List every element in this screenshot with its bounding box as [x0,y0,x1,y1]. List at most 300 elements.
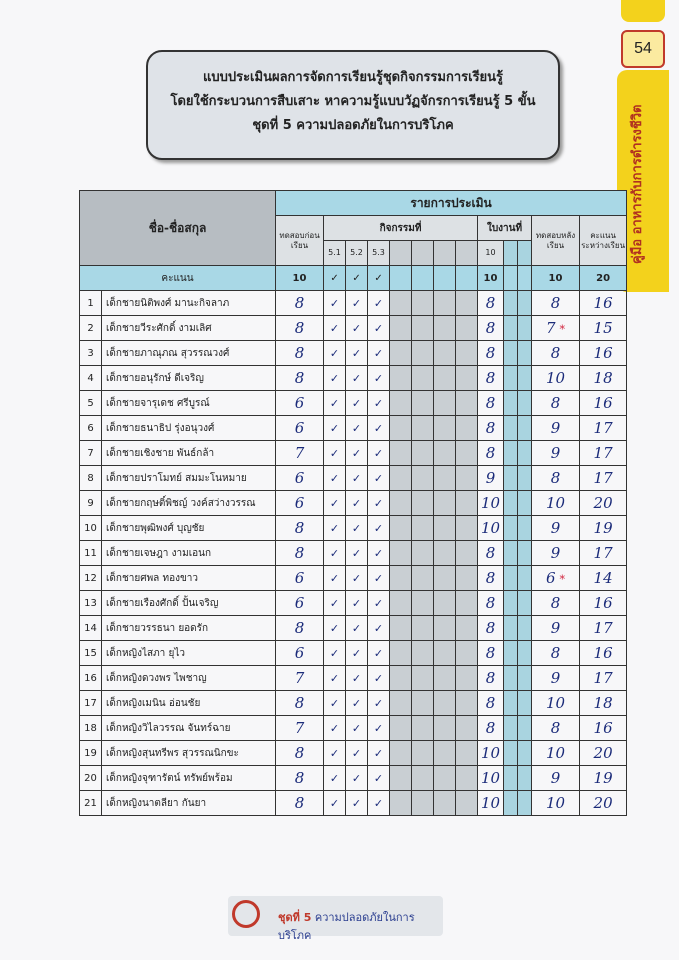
empty-cell [504,666,518,691]
posttest-score [532,566,580,591]
activity-check: ✓ [324,516,346,541]
footer-title: ความปลอดภัยในการบริโภค [278,911,415,942]
empty-cell [456,266,478,291]
empty-cell [456,666,478,691]
pretest-score: 8 [276,791,324,816]
worksheet-score: 8 [478,666,504,691]
table-row [80,341,627,366]
activity-check: ✓ [324,766,346,791]
activity-check: ✓ [368,366,390,391]
empty-cell [412,241,434,266]
activity-check: ✓ [368,416,390,441]
empty-cell [456,316,478,341]
posttest-value: 8 [550,719,561,737]
empty-cell [390,566,412,591]
empty-cell [504,766,518,791]
empty-cell [390,541,412,566]
posttest-value: 10 [545,694,566,712]
worksheet-score: 9 [478,466,504,491]
empty-cell [518,491,532,516]
activity-check: ✓ [368,291,390,316]
empty-cell [504,441,518,466]
row-number: 19 [80,741,102,766]
empty-cell [504,741,518,766]
activity-check: ✓ [368,566,390,591]
row-number: 12 [80,566,102,591]
empty-cell [504,266,518,291]
empty-cell [412,641,434,666]
empty-cell [456,391,478,416]
posttest-score [532,491,580,516]
empty-cell [412,341,434,366]
empty-cell [434,541,456,566]
activity-check: ✓ [368,591,390,616]
empty-cell [518,416,532,441]
empty-cell [504,566,518,591]
activity-check: ✓ [368,691,390,716]
student-name: เด็กชายภาณุภณ สุวรรณวงศ์ [102,341,276,366]
empty-cell [390,416,412,441]
posttest-score [532,666,580,691]
posttest-value: 9 [550,419,561,437]
empty-cell [504,716,518,741]
row-number: 14 [80,616,102,641]
empty-cell [504,691,518,716]
empty-cell [390,616,412,641]
row-number: 7 [80,441,102,466]
flag-mark: * [559,573,566,586]
posttest-value: 9 [550,669,561,687]
row-number: 6 [80,416,102,441]
student-name: เด็กชายวรรธนา ยอดรัก [102,616,276,641]
between-score: 17 [580,616,627,641]
row-number: 8 [80,466,102,491]
between-score: 20 [580,741,627,766]
between-score: 16 [580,291,627,316]
empty-cell [518,241,532,266]
worksheet-score: 10 [478,741,504,766]
worksheet-score: 8 [478,691,504,716]
empty-cell [434,566,456,591]
student-name: เด็กหญิงนาตลียา กันยา [102,791,276,816]
pretest-score: 7 [276,666,324,691]
activity-check: ✓ [346,416,368,441]
table-row [80,616,627,641]
posttest-score [532,541,580,566]
empty-cell [504,391,518,416]
between-score: 16 [580,341,627,366]
score-label: คะแนน [80,266,276,291]
student-name: เด็กหญิงดวงพร ไพชาญ [102,666,276,691]
activity-check: ✓ [324,541,346,566]
pretest-score: 6 [276,566,324,591]
between-score: 14 [580,566,627,591]
table-row [80,516,627,541]
empty-cell [434,641,456,666]
posttest-score [532,291,580,316]
posttest-score [532,641,580,666]
empty-cell [456,241,478,266]
pretest-score: 8 [276,316,324,341]
empty-cell [412,541,434,566]
activity-check: ✓ [346,441,368,466]
empty-cell [390,741,412,766]
row-number: 3 [80,341,102,366]
empty-cell [434,491,456,516]
activity-check: ✓ [324,341,346,366]
posttest-header: ทดสอบหลังเรียน [532,216,580,266]
activity-check: ✓ [324,641,346,666]
empty-cell [412,616,434,641]
row-number: 15 [80,641,102,666]
empty-cell [518,441,532,466]
between-score: 16 [580,591,627,616]
table-row [80,391,627,416]
between-score: 17 [580,441,627,466]
empty-cell [412,516,434,541]
activity-5-3: 5.3 [368,241,390,266]
worksheet-score: 10 [478,766,504,791]
empty-cell [456,591,478,616]
activity-check: ✓ [324,791,346,816]
worksheet-score: 10 [478,491,504,516]
empty-cell [412,691,434,716]
row-number: 1 [80,291,102,316]
table-row [80,366,627,391]
between-score: 17 [580,416,627,441]
posttest-score [532,766,580,791]
activity-check: ✓ [368,616,390,641]
empty-cell [456,466,478,491]
row-number: 18 [80,716,102,741]
empty-cell [390,641,412,666]
no-entry-icon [232,900,260,928]
worksheet-score: 8 [478,316,504,341]
worksheet-score: 8 [478,591,504,616]
student-name: เด็กชายธนาธิป รุ่งอนุวงศ์ [102,416,276,441]
worksheet-score: 10 [478,791,504,816]
pretest-score: 6 [276,491,324,516]
table-row [80,491,627,516]
activity-check: ✓ [346,616,368,641]
empty-cell [412,741,434,766]
student-name: เด็กชายศพล ทองขาว [102,566,276,591]
empty-cell [504,416,518,441]
activity-check: ✓ [346,391,368,416]
posttest-value: 9 [550,619,561,637]
empty-cell [518,266,532,291]
empty-cell [504,341,518,366]
worksheet-score: 8 [478,366,504,391]
posttest-value: 8 [550,344,561,362]
empty-cell [456,616,478,641]
activity-header: กิจกรรมที่ [324,216,478,241]
empty-cell [390,691,412,716]
posttest-value: 6 [545,569,556,587]
empty-cell [518,791,532,816]
worksheet-score: 8 [478,391,504,416]
table-row [80,441,627,466]
activity-5-1: 5.1 [324,241,346,266]
evaluation-table [79,190,627,816]
table-row [80,416,627,441]
eval-items-header: รายการประเมิน [276,191,627,216]
student-name: เด็กชายพุฒิพงศ์ บุญชัย [102,516,276,541]
empty-cell [456,741,478,766]
empty-cell [518,391,532,416]
empty-cell [518,566,532,591]
empty-cell [518,291,532,316]
empty-cell [434,441,456,466]
worksheet-score: 8 [478,341,504,366]
empty-cell [412,666,434,691]
empty-cell [504,516,518,541]
empty-cell [434,366,456,391]
activity-check: ✓ [324,466,346,491]
activity-check: ✓ [324,366,346,391]
activity-check: ✓ [346,741,368,766]
activity-check: ✓ [346,666,368,691]
empty-cell [518,716,532,741]
student-rows [80,291,627,816]
posttest-score [532,716,580,741]
activity-check: ✓ [324,591,346,616]
activity-check: ✓ [346,366,368,391]
worksheet-score: 8 [478,616,504,641]
activity-check: ✓ [346,591,368,616]
row-number: 11 [80,541,102,566]
empty-cell [518,541,532,566]
empty-cell [390,266,412,291]
empty-cell [434,691,456,716]
empty-cell [434,241,456,266]
activity-check: ✓ [368,716,390,741]
student-name: เด็กหญิงเมนิน อ่อนชัย [102,691,276,716]
empty-cell [456,541,478,566]
activity-check: ✓ [346,641,368,666]
empty-cell [456,641,478,666]
side-tab-top [621,0,665,22]
posttest-score [532,341,580,366]
pretest-score: 8 [276,541,324,566]
pretest-score: 8 [276,291,324,316]
activity-check: ✓ [346,316,368,341]
empty-cell [518,766,532,791]
activity-check: ✓ [346,291,368,316]
worksheet-score: 8 [478,566,504,591]
posttest-value: 8 [550,644,561,662]
empty-cell [456,441,478,466]
activity-check: ✓ [324,416,346,441]
worksheet-score: 8 [478,716,504,741]
empty-cell [390,716,412,741]
activity-check: ✓ [368,441,390,466]
activity-check: ✓ [324,616,346,641]
posttest-score [532,591,580,616]
activity-check: ✓ [346,566,368,591]
title-box [146,50,560,160]
table-row [80,466,627,491]
posttest-value: 8 [550,294,561,312]
empty-cell [390,516,412,541]
empty-cell [412,791,434,816]
activity-check: ✓ [346,341,368,366]
empty-cell [412,591,434,616]
posttest-value: 10 [545,369,566,387]
activity-check: ✓ [324,741,346,766]
pretest-header: ทดสอบก่อนเรียน [276,216,324,266]
empty-cell [504,366,518,391]
empty-cell [518,641,532,666]
worksheet-score: 8 [478,416,504,441]
row-number: 21 [80,791,102,816]
table-row [80,691,627,716]
table-row [80,716,627,741]
empty-cell [456,716,478,741]
posttest-value: 9 [550,544,561,562]
empty-cell [504,641,518,666]
empty-cell [390,766,412,791]
empty-cell [434,341,456,366]
pretest-score: 8 [276,366,324,391]
title-line-2: โดยใช้กระบวนการสืบเสาะ หาความรู้แบบวัฏจักรการเรียนรู้ 5 ขั้น [170,94,536,109]
empty-cell [518,591,532,616]
pretest-score: 8 [276,766,324,791]
pretest-score: 8 [276,616,324,641]
table-row [80,541,627,566]
empty-cell [504,541,518,566]
activity-check: ✓ [324,291,346,316]
activity-5-2: 5.2 [346,241,368,266]
activity-check: ✓ [368,541,390,566]
empty-cell [390,441,412,466]
between-score: 20 [580,791,627,816]
activity-check: ✓ [368,791,390,816]
empty-cell [412,491,434,516]
empty-cell [390,366,412,391]
posttest-value: 9 [550,519,561,537]
student-name: เด็กหญิงไสภา ยุไว [102,641,276,666]
posttest-score [532,791,580,816]
title-line-1: แบบประเมินผลการจัดการเรียนรู้ชุดกิจกรรมการเรียนรู้ [202,70,504,85]
empty-cell [412,416,434,441]
empty-cell [434,291,456,316]
pretest-score: 6 [276,466,324,491]
empty-cell [504,291,518,316]
empty-cell [390,791,412,816]
activity-check: ✓ [324,566,346,591]
posttest-value: 7 [545,319,556,337]
table-row [80,316,627,341]
between-score: 17 [580,466,627,491]
table-row [80,666,627,691]
pretest-score: 6 [276,416,324,441]
empty-cell [434,316,456,341]
activity-check: ✓ [324,491,346,516]
empty-cell [504,491,518,516]
student-name: เด็กชายจารุเดช ศรีบูรณ์ [102,391,276,416]
student-name: เด็กหญิงสุนทรีพร สุวรรณนิกขะ [102,741,276,766]
empty-cell [456,291,478,316]
activity-check: ✓ [346,791,368,816]
activity-check: ✓ [346,716,368,741]
activity-check: ✓ [368,666,390,691]
posttest-score [532,466,580,491]
activity-check: ✓ [324,716,346,741]
table-row [80,641,627,666]
activity-check: ✓ [368,316,390,341]
posttest-score [532,691,580,716]
empty-cell [518,366,532,391]
activity-check: ✓ [368,766,390,791]
activity-check: ✓ [346,466,368,491]
score-between: 20 [580,266,627,291]
footer-text [278,908,443,944]
posttest-score [532,391,580,416]
student-name: เด็กชายปราโมทย์ สมมะโนหมาย [102,466,276,491]
worksheet-score: 8 [478,291,504,316]
posttest-value: 8 [550,394,561,412]
between-score: 19 [580,766,627,791]
activity-check: ✓ [324,316,346,341]
title-line-3: ชุดที่ 5 ความปลอดภัยในการบริโภค [252,118,454,133]
empty-cell [504,616,518,641]
student-name: เด็กชายกฤษติ์พิชญ์ วงค์สว่างวรรณ [102,491,276,516]
activity-check: ✓ [368,466,390,491]
empty-cell [390,491,412,516]
row-number: 17 [80,691,102,716]
empty-cell [456,691,478,716]
empty-cell [504,591,518,616]
table-row [80,766,627,791]
empty-cell [518,666,532,691]
empty-cell [390,291,412,316]
empty-cell [412,291,434,316]
between-score: 18 [580,366,627,391]
empty-cell [412,566,434,591]
activity-check: ✓ [346,766,368,791]
activity-check: ✓ [346,491,368,516]
empty-cell [504,316,518,341]
activity-check: ✓ [324,691,346,716]
empty-cell [412,716,434,741]
posttest-score [532,516,580,541]
empty-cell [412,441,434,466]
empty-cell [504,241,518,266]
empty-cell [434,616,456,641]
posttest-score [532,441,580,466]
footer-prefix: ชุดที่ 5 [278,911,312,924]
row-number: 9 [80,491,102,516]
activity-check: ✓ [324,391,346,416]
score-posttest: 10 [532,266,580,291]
activity-check: ✓ [368,641,390,666]
empty-cell [434,666,456,691]
posttest-value: 8 [550,594,561,612]
activity-check: ✓ [324,441,346,466]
between-score: 17 [580,541,627,566]
student-name: เด็กชายเรืองศักดิ์ ปั้นเจริญ [102,591,276,616]
empty-cell [412,366,434,391]
student-name: เด็กหญิงจุฑารัตน์ ทรัพย์พร้อม [102,766,276,791]
score-tick-3: ✓ [368,266,390,291]
empty-cell [412,766,434,791]
between-score: 17 [580,666,627,691]
posttest-score [532,616,580,641]
table-row [80,566,627,591]
score-tick-2: ✓ [346,266,368,291]
worksheet-header: ใบงานที่ [478,216,532,241]
